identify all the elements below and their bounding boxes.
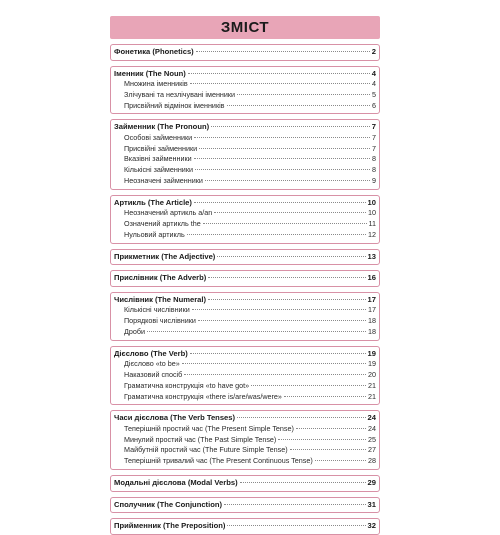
dot-leader — [147, 331, 366, 332]
entry-label: Порядкові числівники — [124, 316, 196, 326]
section-title: Числівник (The Numeral) — [114, 294, 207, 304]
entry-label: Теперішній тривалий час (The Present Continuous Tense) — [124, 456, 313, 466]
dot-leader — [240, 482, 366, 483]
page-number: 28 — [368, 456, 376, 466]
dot-leader — [194, 158, 370, 159]
page-number: 31 — [367, 499, 376, 509]
page-number: 16 — [367, 273, 376, 283]
toc-entry[interactable] — [114, 79, 376, 90]
dot-leader — [190, 353, 366, 354]
toc-sections — [110, 44, 380, 535]
page-number: 18 — [368, 316, 376, 326]
page-number: 24 — [368, 423, 376, 433]
toc-entry[interactable] — [114, 392, 376, 403]
toc-section — [110, 249, 380, 266]
dot-leader — [211, 126, 370, 127]
page-number: 21 — [368, 380, 376, 390]
page-number: 9 — [372, 176, 376, 186]
toc-section-heading[interactable] — [114, 412, 376, 424]
toc-entry[interactable] — [114, 144, 376, 155]
toc-entry[interactable] — [114, 230, 376, 241]
dot-leader — [224, 504, 366, 505]
toc-section — [110, 475, 380, 492]
dot-leader — [203, 223, 367, 224]
page-number: 10 — [368, 208, 376, 218]
toc-section — [110, 119, 380, 189]
toc-entry[interactable] — [114, 133, 376, 144]
entry-label: Особові займенники — [124, 132, 193, 142]
toc-section — [110, 66, 380, 115]
toc-entry[interactable] — [114, 435, 376, 446]
dot-leader — [217, 256, 365, 257]
table-of-contents — [110, 16, 380, 535]
toc-section-heading[interactable] — [114, 272, 376, 284]
section-title: Прислівник (The Adverb) — [114, 273, 207, 283]
toc-entry[interactable] — [114, 154, 376, 165]
page-title: ЗМІСТ — [220, 19, 270, 36]
section-title: Займенник (The Pronoun) — [114, 122, 210, 132]
dot-leader — [192, 309, 366, 310]
dot-leader — [227, 105, 370, 106]
page-number: 12 — [368, 229, 376, 239]
entry-label: Неозначені займенники — [124, 176, 203, 186]
entry-label: Кількісні числівники — [124, 305, 190, 315]
toc-entry[interactable] — [114, 305, 376, 316]
dot-leader — [208, 277, 365, 278]
entry-label: Неозначений артикль a/an — [124, 208, 213, 218]
toc-section — [110, 270, 380, 287]
toc-entry[interactable] — [114, 370, 376, 381]
page-number: 7 — [372, 143, 376, 153]
section-title: Артикль (The Article) — [114, 197, 192, 207]
toc-section — [110, 497, 380, 514]
page-number: 6 — [372, 100, 376, 110]
entry-label: Означений артикль the — [124, 219, 201, 229]
page-number: 2 — [371, 47, 376, 56]
entry-label: Вказівні займенники — [124, 154, 192, 164]
page-number: 32 — [367, 521, 376, 531]
toc-entry[interactable] — [114, 316, 376, 327]
entry-label: Дроби — [124, 326, 145, 336]
entry-label: Кількісні займенники — [124, 165, 193, 175]
toc-entry[interactable] — [114, 101, 376, 112]
entry-label: Теперішній простий час (The Present Simple Tense) — [124, 423, 294, 433]
dot-leader — [182, 363, 366, 364]
section-title: Фонетика (Phonetics) — [114, 47, 194, 56]
toc-section-heading[interactable] — [114, 520, 376, 532]
toc-entry[interactable] — [114, 359, 376, 370]
entry-label: Граматична конструкція «there is/are/was/were» — [124, 391, 282, 401]
entry-label: Наказовий спосіб — [124, 369, 183, 379]
dot-leader — [278, 439, 366, 440]
entry-label: Минулий простий час (The Past Simple Tense) — [124, 434, 277, 444]
entry-label: Присвійний відмінок іменників — [124, 100, 225, 110]
toc-entry[interactable] — [114, 219, 376, 230]
section-title: Прикметник (The Adjective) — [114, 251, 216, 261]
toc-section-heading[interactable] — [114, 294, 376, 306]
toc-title-bar — [110, 16, 380, 39]
section-title: Дієслово (The Verb) — [114, 348, 188, 358]
page-number: 20 — [368, 369, 376, 379]
dot-leader — [227, 525, 365, 526]
page-number: 11 — [368, 219, 376, 229]
toc-section-heading[interactable] — [114, 477, 376, 489]
page-number: 4 — [372, 79, 376, 88]
page-number: 13 — [367, 251, 376, 261]
dot-leader — [296, 428, 366, 429]
dot-leader — [187, 234, 366, 235]
toc-entry[interactable] — [114, 90, 376, 101]
dot-leader — [196, 51, 370, 52]
page-number: 17 — [367, 294, 376, 304]
toc-section-heading[interactable] — [114, 46, 376, 58]
entry-label: Присвійні займенники — [124, 143, 198, 153]
dot-leader — [184, 374, 366, 375]
toc-section — [110, 44, 380, 61]
toc-section-heading[interactable] — [114, 499, 376, 511]
toc-entry[interactable] — [114, 456, 376, 467]
dot-leader — [188, 73, 370, 74]
toc-section — [110, 195, 380, 244]
page-number: 8 — [372, 165, 376, 175]
page-number: 7 — [372, 132, 376, 142]
dot-leader — [251, 385, 366, 386]
section-title: Іменник (The Noun) — [114, 68, 186, 78]
section-title: Сполучник (The Conjunction) — [114, 499, 222, 509]
dot-leader — [199, 148, 370, 149]
page-number: 4 — [371, 68, 376, 78]
section-title: Часи дієслова (The Verb Tenses) — [114, 413, 236, 423]
toc-entry[interactable] — [114, 445, 376, 456]
page-number: 19 — [368, 359, 376, 369]
entry-label: Злічувані та незлічувані іменники — [124, 89, 236, 99]
toc-section-heading[interactable] — [114, 251, 376, 263]
entry-label: Майбутній простий час (The Future Simple Tense) — [124, 445, 288, 455]
dot-leader — [214, 212, 366, 213]
page-number: 19 — [367, 348, 376, 358]
page-number: 21 — [368, 391, 376, 401]
dot-leader — [284, 396, 366, 397]
toc-entry[interactable] — [114, 165, 376, 176]
page-number: 18 — [368, 326, 376, 336]
entry-label: Граматична конструкція «to have got» — [124, 380, 250, 390]
toc-entry[interactable] — [114, 176, 376, 187]
dot-leader — [208, 299, 365, 300]
dot-leader — [237, 94, 370, 95]
page-number: 24 — [367, 413, 376, 423]
toc-section-heading[interactable] — [114, 121, 376, 133]
toc-section — [110, 292, 380, 341]
toc-entry[interactable] — [114, 208, 376, 219]
entry-label: Нульовий артикль — [124, 229, 185, 239]
section-title: Модальні дієслова (Modal Verbs) — [114, 478, 238, 488]
entry-label: Дієслово «to be» — [124, 359, 180, 369]
page-number: 17 — [368, 305, 376, 315]
toc-section-heading[interactable] — [114, 197, 376, 209]
entry-label: Множина іменників — [124, 79, 188, 88]
toc-entry[interactable] — [114, 381, 376, 392]
toc-section — [110, 346, 380, 406]
toc-section — [110, 518, 380, 535]
page-number: 27 — [368, 445, 376, 455]
dot-leader — [198, 320, 366, 321]
toc-section — [110, 410, 380, 470]
toc-entry[interactable] — [114, 424, 376, 435]
toc-entry[interactable] — [114, 327, 376, 338]
dot-leader — [205, 180, 370, 181]
dot-leader — [315, 460, 366, 461]
page-number: 25 — [368, 434, 376, 444]
page-number: 5 — [372, 89, 376, 99]
dot-leader — [190, 83, 370, 84]
dot-leader — [195, 169, 370, 170]
toc-section-heading[interactable] — [114, 68, 376, 80]
toc-section-heading[interactable] — [114, 348, 376, 360]
dot-leader — [237, 417, 366, 418]
dot-leader — [194, 202, 366, 203]
page-number: 29 — [367, 478, 376, 488]
section-title: Прийменник (The Preposition) — [114, 521, 226, 531]
page-number: 8 — [372, 154, 376, 164]
page-number: 10 — [367, 197, 376, 207]
page-number: 7 — [371, 122, 376, 132]
dot-leader — [194, 137, 370, 138]
